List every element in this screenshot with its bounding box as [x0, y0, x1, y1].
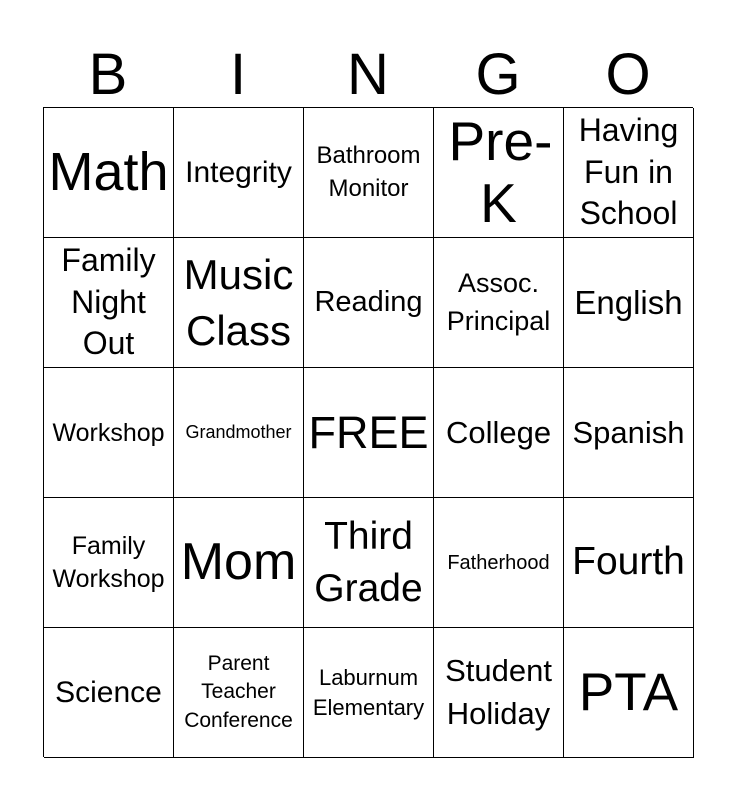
bingo-cell-text: Family Night Out [61, 242, 156, 362]
bingo-cell-text: Third Grade [314, 514, 423, 610]
header-letter-b: B [88, 42, 128, 107]
bingo-cell-text: Mom [180, 533, 297, 592]
bingo-cell-text: Fatherhood [447, 551, 550, 574]
bingo-cell[interactable] [304, 108, 434, 238]
bingo-cell[interactable] [304, 368, 434, 498]
bingo-cell[interactable] [174, 108, 304, 238]
bingo-cell[interactable] [564, 238, 694, 368]
bingo-cell[interactable] [44, 368, 174, 498]
bingo-cell-text: Music Class [183, 251, 294, 354]
bingo-cell-text: Fourth [572, 540, 685, 584]
bingo-header [43, 42, 693, 108]
bingo-cell-text: Spanish [572, 414, 685, 450]
header-letter-g: G [475, 42, 521, 107]
bingo-cell[interactable] [434, 108, 564, 238]
bingo-cell-text: Family Workshop [52, 532, 165, 593]
bingo-cell[interactable] [174, 238, 304, 368]
bingo-cell[interactable] [564, 368, 694, 498]
bingo-cell-text: Math [48, 141, 169, 202]
bingo-cell[interactable] [174, 628, 304, 758]
bingo-cell-text: FREE [308, 406, 429, 458]
bingo-cell-text: Science [55, 675, 162, 709]
bingo-card-grid [43, 107, 693, 757]
header-letter-i: I [229, 42, 247, 107]
bingo-cell[interactable] [44, 238, 174, 368]
bingo-cell-text: PTA [578, 662, 679, 722]
bingo-cell[interactable] [174, 368, 304, 498]
bingo-cell-text: College [445, 414, 552, 450]
header-letter-n: N [347, 42, 389, 107]
bingo-cell[interactable] [44, 108, 174, 238]
bingo-cell-text: English [574, 283, 683, 321]
bingo-cell[interactable] [564, 628, 694, 758]
header-letter-o: O [605, 42, 651, 107]
bingo-cell-text: Student Holiday [445, 652, 552, 731]
bingo-cell-text: Workshop [52, 418, 165, 447]
bingo-cell-text: Assoc. Principal [446, 268, 551, 336]
bingo-cell[interactable] [304, 628, 434, 758]
bingo-cell-text: Integrity [185, 155, 292, 189]
bingo-cell-text: Parent Teacher Conference [184, 651, 293, 732]
bingo-cell-text: Reading [314, 286, 423, 319]
bingo-cell[interactable] [564, 498, 694, 628]
bingo-cell[interactable] [434, 368, 564, 498]
bingo-cell[interactable] [564, 108, 694, 238]
bingo-cell[interactable] [174, 498, 304, 628]
bingo-cell-text: Having Fun in School [578, 112, 679, 232]
bingo-cell[interactable] [434, 498, 564, 628]
bingo-cell-text: Laburnum Elementary [312, 665, 425, 720]
bingo-cell-text: Pre-K [448, 109, 553, 234]
bingo-cell[interactable] [434, 628, 564, 758]
bingo-cell-text: Grandmother [185, 421, 292, 442]
bingo-cell[interactable] [44, 498, 174, 628]
bingo-cell[interactable] [44, 628, 174, 758]
bingo-cell[interactable] [304, 238, 434, 368]
bingo-cell[interactable] [304, 498, 434, 628]
bingo-cell[interactable] [434, 238, 564, 368]
bingo-cell-text: Bathroom Monitor [316, 142, 421, 202]
